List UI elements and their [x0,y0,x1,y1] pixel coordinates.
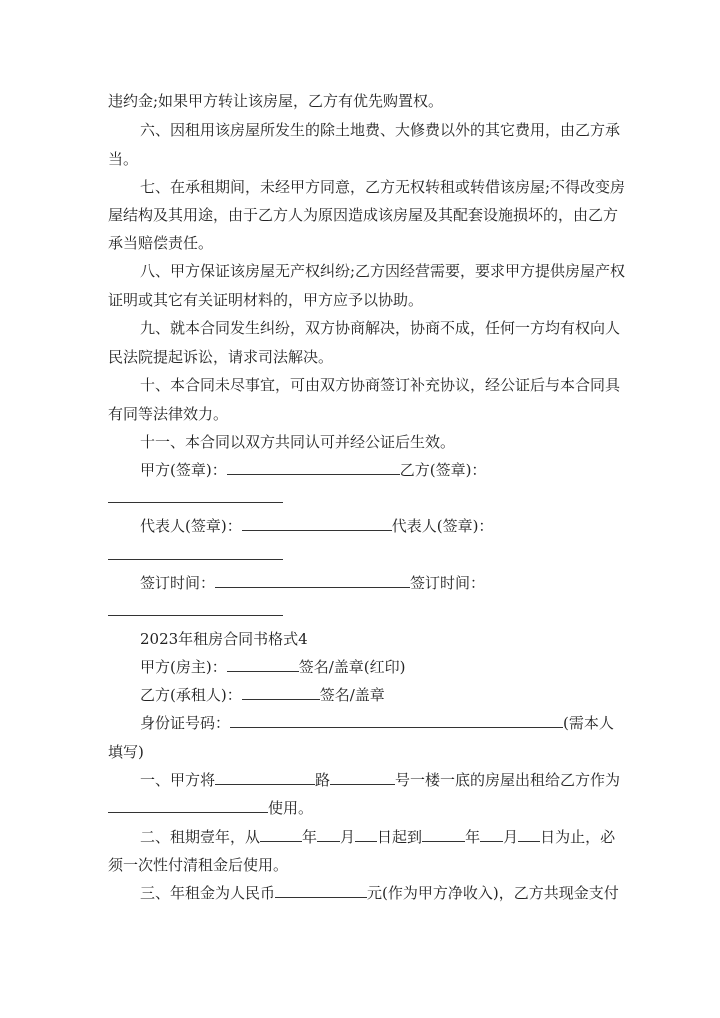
end-day-blank[interactable] [518,827,540,842]
id-blank[interactable] [230,713,563,728]
paragraph-line: 屋结构及其用途，由于乙方人为原因造成该房屋及其配套设施损坏的，由乙方 [108,206,619,224]
date-b-label: 签订时间： [410,574,486,592]
id-label: 身份证号码： [140,714,231,732]
clause-2 [140,827,616,847]
start-day-blank[interactable] [355,827,377,842]
tenant-sign-label: 签名/盖章 [319,686,385,704]
id-note-cont: 填写) [108,743,144,761]
party-b-blank[interactable] [108,488,283,503]
clause-3 [140,883,619,903]
text: 日为止，必 [540,828,616,846]
text: 月 [340,828,356,846]
text: 日起到 [377,828,423,846]
section-title: 2023年租房合同书格式4 [140,630,308,648]
date-a-blank[interactable] [215,573,410,588]
start-month-blank[interactable] [317,827,340,842]
text: 元(作为甲方净收入)，乙方共现金支付 [367,884,619,902]
text: 年 [465,828,481,846]
clause-6: 六、因租用该房屋所发生的除土地费、大修费以外的其它费用，由乙方承 [140,121,621,139]
text: 使用。 [268,799,314,817]
text: 二、租期壹年，从 [140,828,261,846]
tenant-label: 乙方(承租人)： [140,686,242,704]
clause-1 [140,770,621,790]
number-blank[interactable] [330,770,395,785]
tenant-row [140,685,610,705]
clause-8: 八、甲方保证该房屋无产权纠纷;乙方因经营需要，要求甲方提供房屋产权 [140,262,626,280]
clause-2-cont: 须一次性付清租金后使用。 [108,856,289,874]
tenant-blank[interactable] [242,685,320,700]
text: 号一楼一底的房屋出租给乙方作为 [395,771,621,789]
date-a-label: 签订时间： [140,574,216,592]
rep-b-label: 代表人(签章)： [391,517,494,535]
text: 路 [315,771,331,789]
rep-b-blank[interactable] [108,545,283,560]
paragraph-line: 有同等法律效力。 [108,405,229,423]
text: 一、甲方将 [140,771,216,789]
date-b-blank[interactable] [108,601,283,616]
paragraph-line: 违约金;如果甲方转让该房屋，乙方有优先购置权。 [108,92,444,110]
rent-amount-blank[interactable] [275,883,367,898]
rep-a-blank[interactable] [242,516,392,531]
rep-a-label: 代表人(签章)： [140,517,242,535]
end-year-blank[interactable] [422,827,465,842]
text: 月 [503,828,519,846]
party-a-label: 甲方(签章)： [140,461,227,479]
signature-date-row [140,573,610,593]
clause-1-cont [108,798,610,818]
paragraph-line: 证明或其它有关证明材料的，甲方应予以协助。 [108,291,424,309]
landlord-label: 甲方(房主)： [140,658,227,676]
paragraph-line: 当。 [108,150,139,168]
landlord-sign-label: 签名/盖章(红印) [298,658,406,676]
id-row [140,713,614,733]
party-a-blank[interactable] [227,460,400,475]
signature-rep-row [140,516,610,536]
start-year-blank[interactable] [260,827,302,842]
clause-10: 十、本合同未尽事宜，可由双方协商签订补充协议，经公证后与本合同具 [140,376,621,394]
landlord-row [140,657,610,677]
paragraph-line: 承当赔偿责任。 [108,234,214,252]
party-b-label: 乙方(签章)： [399,461,487,479]
text: 三、年租金为人民币 [140,884,276,902]
usage-blank[interactable] [108,798,268,813]
clause-9: 九、就本合同发生纠纷，双方协商解决，协商不成，任何一方均有权向人 [140,319,621,337]
clause-7: 七、在承租期间，未经甲方同意，乙方无权转租或转借该房屋;不得改变房 [140,178,626,196]
landlord-blank[interactable] [227,657,299,672]
clause-11: 十一、本合同以双方共同认可并经公证后生效。 [140,433,456,451]
signature-party-row [140,460,610,480]
paragraph-line: 民法院提起诉讼，请求司法解决。 [108,348,334,366]
id-note: (需本人 [563,714,614,732]
end-month-blank[interactable] [480,827,503,842]
road-blank[interactable] [215,770,315,785]
text: 年 [302,828,318,846]
